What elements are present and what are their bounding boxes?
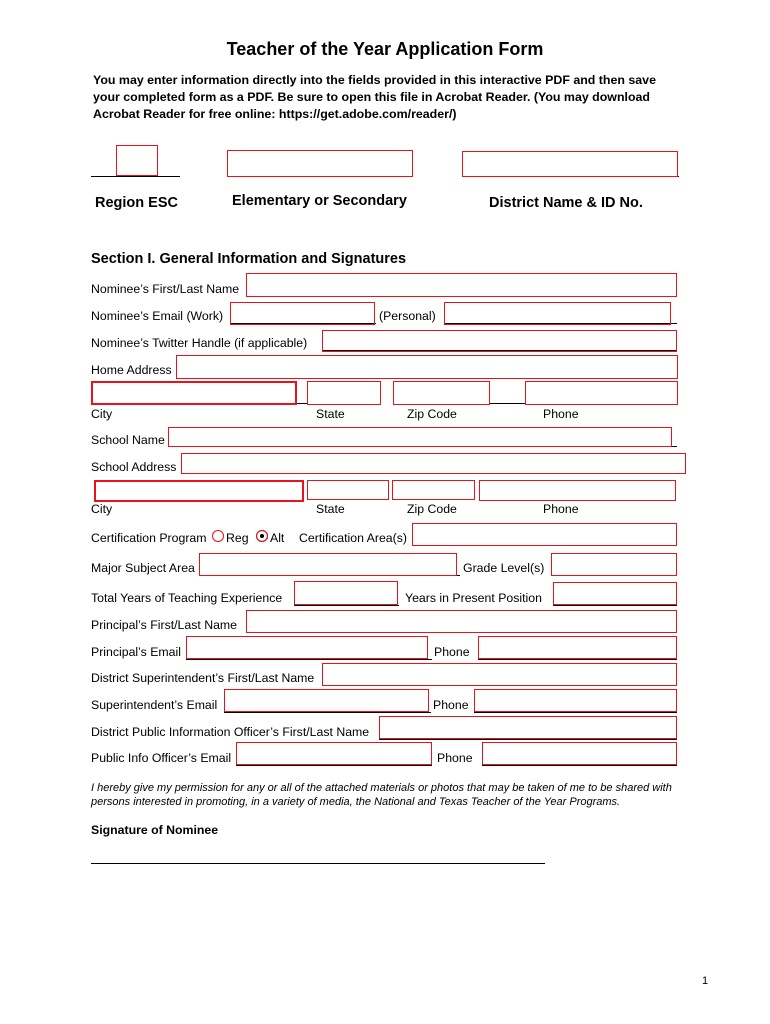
years-present-label: Years in Present Position (405, 591, 542, 605)
home-address-field[interactable] (176, 355, 678, 379)
principal-phone-field[interactable] (478, 636, 677, 659)
nominee-name-label: Nominee’s First/Last Name (91, 282, 240, 296)
school-address-field[interactable] (181, 453, 686, 474)
principal-email-field[interactable] (186, 636, 428, 659)
pio-email-field[interactable] (236, 742, 432, 765)
school-phone-field[interactable] (479, 480, 676, 501)
years-teaching-underline (294, 605, 399, 606)
school-state-label: State (316, 502, 345, 516)
pio-name-underline (379, 739, 677, 740)
intro-text: You may enter information directly into the fields provided in this interactive PDF and then save your completed form as a PDF. Be sure to open this file in Acrobat Reader. (You may download Acrobat Reader for free online: https://get.adobe.com/reader/) (93, 73, 656, 121)
pio-phone-underline (482, 765, 677, 766)
alt-radio[interactable] (256, 530, 268, 542)
elementary-secondary-label: Elementary or Secondary (232, 193, 407, 209)
email-work-field[interactable] (230, 302, 375, 325)
home-phone-field[interactable] (525, 381, 678, 405)
principal-name-label: Principal’s First/Last Name (91, 618, 238, 632)
years-teaching-field[interactable] (294, 581, 398, 605)
reg-radio[interactable] (212, 530, 224, 542)
school-zip-label: Zip Code (407, 502, 457, 516)
school-zip-field[interactable] (392, 480, 475, 500)
nominee-name-field[interactable] (246, 273, 677, 297)
cert-area-label: Certification Area(s) (299, 531, 407, 545)
pio-email-underline (236, 765, 432, 766)
email-personal-field[interactable] (444, 302, 671, 325)
home-state-label: State (316, 407, 345, 421)
school-name-field[interactable] (168, 427, 672, 447)
pio-name-label: District Public Information Officer’s First/Last Name (91, 725, 370, 739)
home-zip-label: Zip Code (407, 407, 457, 421)
district-name-label: District Name & ID No. (489, 195, 643, 211)
home-zip-underline (490, 403, 525, 404)
school-name-label: School Name (91, 433, 165, 447)
school-address-label: School Address (91, 460, 177, 474)
school-city-field[interactable] (94, 480, 304, 502)
principal-phone-label: Phone (434, 645, 470, 659)
twitter-field[interactable] (322, 330, 677, 352)
home-zip-field[interactable] (393, 381, 490, 405)
school-phone-label: Phone (543, 502, 579, 516)
reg-radio-label: Reg (226, 531, 249, 545)
school-city-label: City (91, 502, 113, 516)
supt-phone-field[interactable] (474, 689, 677, 712)
pio-email-label: Public Info Officer’s Email (91, 751, 232, 765)
signature-label: Signature of Nominee (91, 823, 219, 837)
supt-phone-underline (474, 712, 677, 713)
supt-phone-label: Phone (433, 698, 469, 712)
grade-levels-label: Grade Level(s) (463, 561, 545, 575)
pio-phone-label: Phone (437, 751, 473, 765)
section-1-title: Section I. General Information and Signatures (91, 251, 407, 267)
years-present-field[interactable] (553, 582, 677, 605)
supt-name-field[interactable] (322, 663, 677, 686)
alt-radio-selected-dot (260, 534, 264, 538)
home-city-underline (297, 403, 307, 404)
district-name-id-field[interactable] (462, 151, 678, 177)
alt-radio-label: Alt (270, 531, 285, 545)
email-work-label: Nominee’s Email (Work) (91, 309, 224, 323)
supt-email-field[interactable] (224, 689, 429, 712)
cert-area-field[interactable] (412, 523, 677, 546)
supt-name-label: District Superintendent’s First/Last Name (91, 671, 315, 685)
home-address-label: Home Address (91, 363, 172, 377)
twitter-label: Nominee’s Twitter Handle (if applicable) (91, 336, 308, 350)
elementary-secondary-field[interactable] (227, 150, 413, 177)
pio-name-field[interactable] (379, 716, 677, 739)
school-state-field[interactable] (307, 480, 389, 500)
email-personal-label: (Personal) (379, 309, 436, 323)
major-subject-label: Major Subject Area (91, 561, 195, 575)
major-subject-field[interactable] (199, 553, 457, 576)
pio-phone-field[interactable] (482, 742, 677, 765)
cert-program-label: Certification Program (91, 531, 207, 545)
home-city-label: City (91, 407, 113, 421)
supt-email-label: Superintendent’s Email (91, 698, 218, 712)
region-underline (91, 176, 180, 177)
permission-note: I hereby give my permission for any or all of the attached materials or photos that may be taken of me to be shared with persons interested in promoting, in a variety of media, the National and Texas Teacher of the Year Programs. (91, 782, 672, 808)
home-city-field[interactable] (91, 381, 297, 405)
years-present-underline (553, 605, 677, 606)
principal-email-label: Principal’s Email (91, 645, 181, 659)
principal-name-field[interactable] (246, 610, 677, 633)
supt-email-underline (224, 712, 431, 713)
years-teaching-label: Total Years of Teaching Experience (91, 591, 283, 605)
grade-levels-field[interactable] (551, 553, 677, 576)
region-esc-field[interactable] (116, 145, 158, 176)
principal-email-underline (186, 659, 432, 660)
form-title: Teacher of the Year Application Form (226, 39, 544, 59)
signature-line[interactable] (91, 863, 545, 864)
principal-phone-underline (478, 659, 677, 660)
page-number: 1 (702, 975, 709, 987)
home-state-field[interactable] (307, 381, 381, 405)
home-phone-label: Phone (543, 407, 579, 421)
region-esc-label: Region ESC (95, 195, 178, 211)
